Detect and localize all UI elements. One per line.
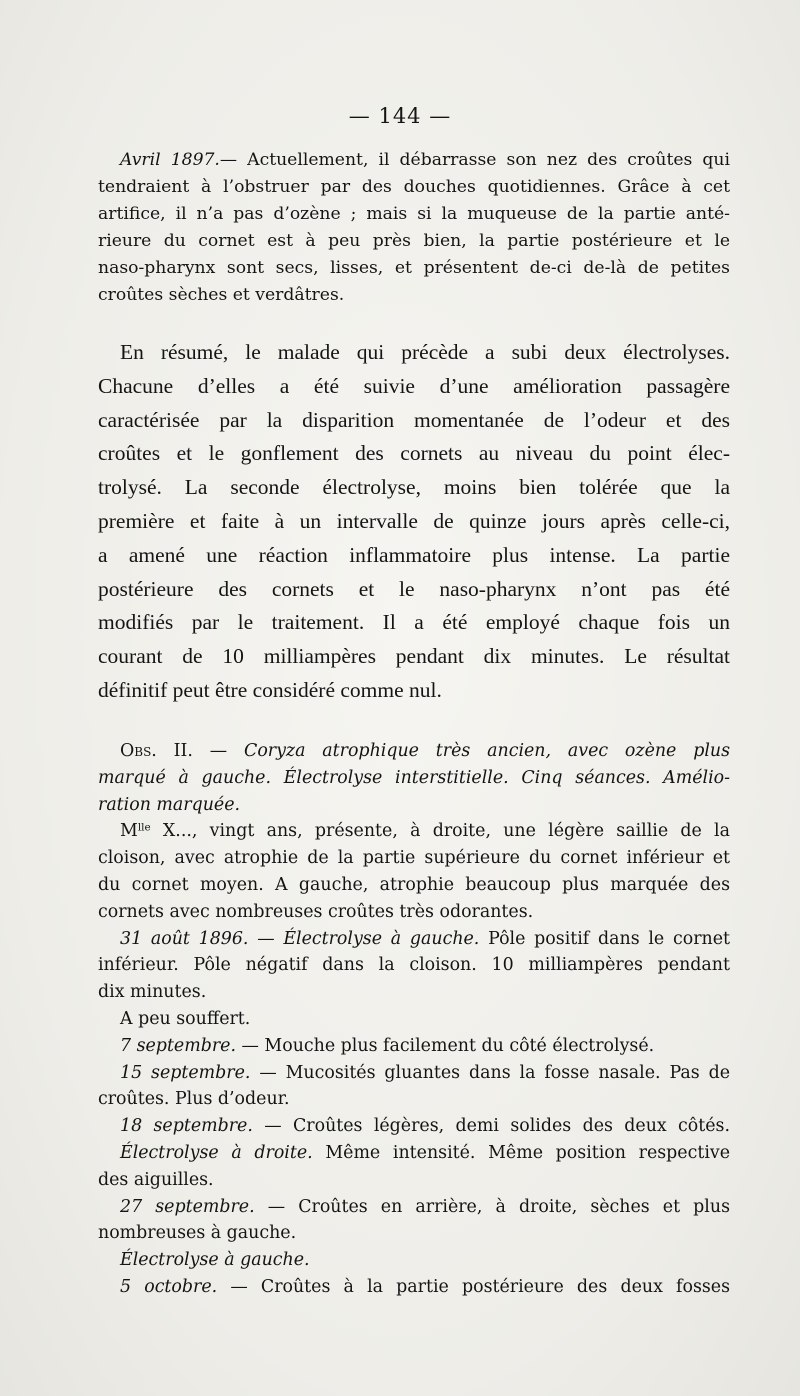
text-line: caractérisée par la disparition momentanée de l’odeur et des — [98, 407, 730, 432]
text-line: marqué à gauche. Électrolyse interstitielle. Cinq séances. Amélio- — [98, 767, 730, 788]
text-line: nombreuses à gauche. — [98, 1223, 297, 1244]
text-line: a amené une réaction inflammatoire plus intense. La partie — [98, 542, 730, 567]
text-line: dix minutes. — [98, 982, 207, 1003]
text-line: $M^{lle}$ X..., vingt ans, présente, à droite, une légère saillie de la — [120, 821, 730, 842]
text-line: définitif peut être considéré comme nul. — [98, 677, 442, 702]
text-line: A peu souffert. — [120, 1008, 251, 1029]
entry-date: 5 octobre. — [120, 1276, 218, 1297]
paragraph-resume — [98, 336, 730, 708]
entry-date: Avril 1897. — [120, 150, 220, 170]
text-line: trolysé. La seconde électrolyse, moins bien tolérée que la — [98, 475, 730, 500]
text-line: naso-pharynx sont secs, lisses, et présentent de-ci de-là de petites — [98, 258, 730, 278]
text-line: 7 septembre. — Mouche plus facilement du côté électrolysé. — [120, 1035, 655, 1056]
text-line: Avril 1897.— Actuellement, il débarrasse son nez des croûtes qui — [120, 150, 730, 170]
observation-2 — [98, 738, 730, 1301]
text-line: Électrolyse à droite. Même intensité. Même position respective — [120, 1142, 731, 1163]
entry-date: 27 septembre. — [120, 1196, 255, 1217]
text-line: courant de 10 milliampères pendant dix minutes. Le résultat — [98, 644, 730, 669]
text-line: cloison, avec atrophie de la partie supérieure du cornet inférieur et — [98, 848, 730, 869]
text-line: modifiés par le traitement. Il a été employé chaque fois un — [98, 610, 730, 635]
text-line: 18 septembre. — Croûtes légères, demi solides des deux côtés. — [120, 1116, 730, 1137]
text-line: En résumé, le malade qui précède a subi deux électrolyses. — [120, 340, 730, 364]
text-line: artifice, il n’a pas d’ozène ; mais si la muqueuse de la partie anté- — [98, 204, 730, 224]
text-line: postérieure des cornets et le naso-pharynx n’ont pas été — [98, 576, 730, 601]
text-line: Chacune d’elles a été suivie d’une amélioration passagère — [98, 373, 730, 398]
text-line: 5 octobre. — Croûtes à la partie postérieure des deux fosses — [120, 1276, 731, 1297]
text-line: croûtes. Plus d’odeur. — [98, 1089, 290, 1110]
text-line: première et faite à un intervalle de quinze jours après celle-ci, — [98, 508, 730, 533]
text-line: Électrolyse à gauche. — [120, 1250, 310, 1271]
text-line: tendraient à l’obstruer par des douches quotidiennes. Grâce à cet — [98, 177, 730, 197]
entry-date: 18 septembre. — [120, 1116, 253, 1137]
text-line: croûtes sèches et verdâtres. — [98, 285, 345, 305]
text-line: inférieur. Pôle négatif dans la cloison. 10 milliampères pendant — [98, 955, 730, 976]
text-line: des aiguilles. — [98, 1169, 214, 1190]
entry-date: 15 septembre. — [120, 1062, 251, 1083]
page-number: — 144 — — [348, 104, 452, 128]
text-line: du cornet moyen. A gauche, atrophie beaucoup plus marquée des — [98, 874, 730, 895]
text-line: 31 août 1896. — Électrolyse à gauche. Pôle positif dans le cornet — [120, 928, 730, 949]
text-line: croûtes et le gonflement des cornets au niveau du point élec- — [98, 441, 730, 466]
text-line: cornets avec nombreuses croûtes très odorantes. — [98, 901, 534, 922]
text-line: 15 septembre. — Mucosités gluantes dans la fosse nasale. Pas de — [120, 1062, 730, 1083]
entry-date: 31 août 1896. — Électrolyse à gauche. — [120, 928, 480, 949]
paragraph-april-1897 — [98, 147, 730, 309]
text-line: ration marquée. — [98, 794, 241, 815]
observation-label: Obs. II. — [120, 741, 193, 761]
text-line: rieure du cornet est à peu près bien, la partie postérieure et le — [98, 231, 730, 251]
text-line: 27 septembre. — Croûtes en arrière, à droite, sèches et plus — [120, 1196, 730, 1217]
entry-date: 7 septembre. — [120, 1035, 236, 1056]
observation-heading: Obs. II. — Coryza atrophique très ancien, avec ozène plus — [120, 741, 731, 761]
